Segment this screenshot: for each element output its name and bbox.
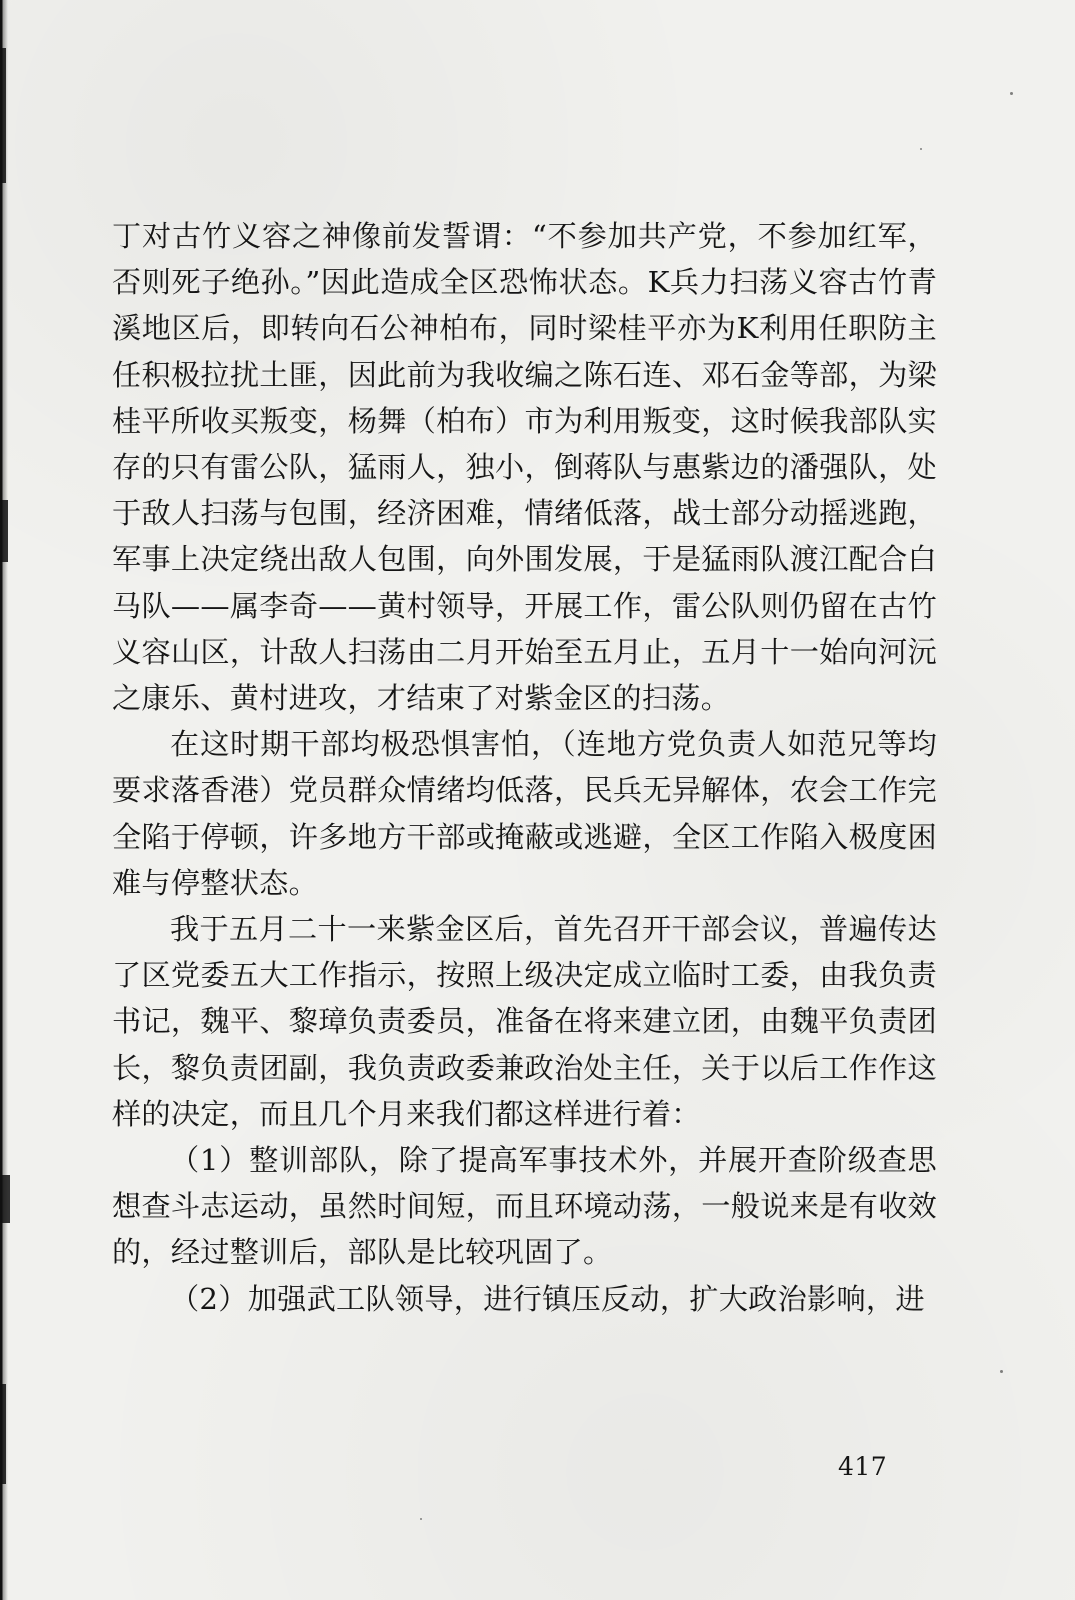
page-left-edge bbox=[0, 0, 8, 1600]
paragraph-continued: 丁对古竹义容之神像前发誓谓：“不参加共产党，不参加红军，否则死子绝孙。”因此造成全区恐怖状态。K兵力扫荡义容古竹青溪地区后，即转向石公神柏布，同时梁桂平亦为K利用任职防主任积极拉扰土匪，因此前为我收编之陈石连、邓石金等部，为梁桂平所收买叛变，杨舞（柏布）市为利用叛变，这时候我部队实存的只有雷公队，猛雨人，独小，倒蒋队与惠紫边的潘强队，处于敌人扫荡与包围，经济困难，情绪低落，战士部分动摇逃跑，军事上决定绕出敌人包围，向外围发展，于是猛雨队渡江配合白马队——属李奇——黄村领导，开展工作，雷公队则仍留在古竹义容山区，计敌人扫荡由二月开始至五月止，五月十一始向河沅之康乐、黄村进攻，才结束了对紫金区的扫荡。 bbox=[112, 219, 937, 716]
paragraph-may-meeting: 我于五月二十一来紫金区后，首先召开干部会议，普遍传达了区党委五大工作指示，按照上级决定成立临时工委，由我负责书记，魏平、黎璋负责委员，准备在将来建立团，由魏平负责团长，黎负责团副，我负责政委兼政治处主任，关于以后工作作这样的决定，而且几个月来我们都这样进行着： bbox=[112, 912, 937, 1131]
scan-mark bbox=[0, 500, 8, 562]
paragraph-item-1: （1）整训部队，除了提高军事技术外，并展开查阶级查思想查斗志运动，虽然时间短，而且环境动荡，一般说来是有收效的，经过整训后，部队是比较巩固了。 bbox=[112, 1143, 937, 1270]
scan-speck bbox=[1010, 92, 1013, 95]
paragraph-item-2: （2）加强武工队领导，进行镇压反动，扩大政治影响，进 bbox=[170, 1281, 925, 1316]
scan-speck bbox=[920, 148, 922, 150]
page-number: 417 bbox=[838, 1452, 888, 1481]
scan-speck bbox=[420, 1518, 422, 1520]
main-text bbox=[112, 213, 937, 1322]
paragraph-cadres-fear: 在这时期干部均极恐惧害怕，（连地方党负责人如范兄等均要求落香港）党员群众情绪均低落，民兵无异解体，农会工作完全陷于停顿，许多地方干部或掩蔽或逃避，全区工作陷入极度困难与停整状态。 bbox=[112, 727, 937, 900]
scan-mark bbox=[0, 1175, 10, 1223]
scan-mark bbox=[0, 1384, 6, 1484]
scan-mark bbox=[0, 48, 6, 183]
scan-speck bbox=[1000, 1370, 1003, 1373]
